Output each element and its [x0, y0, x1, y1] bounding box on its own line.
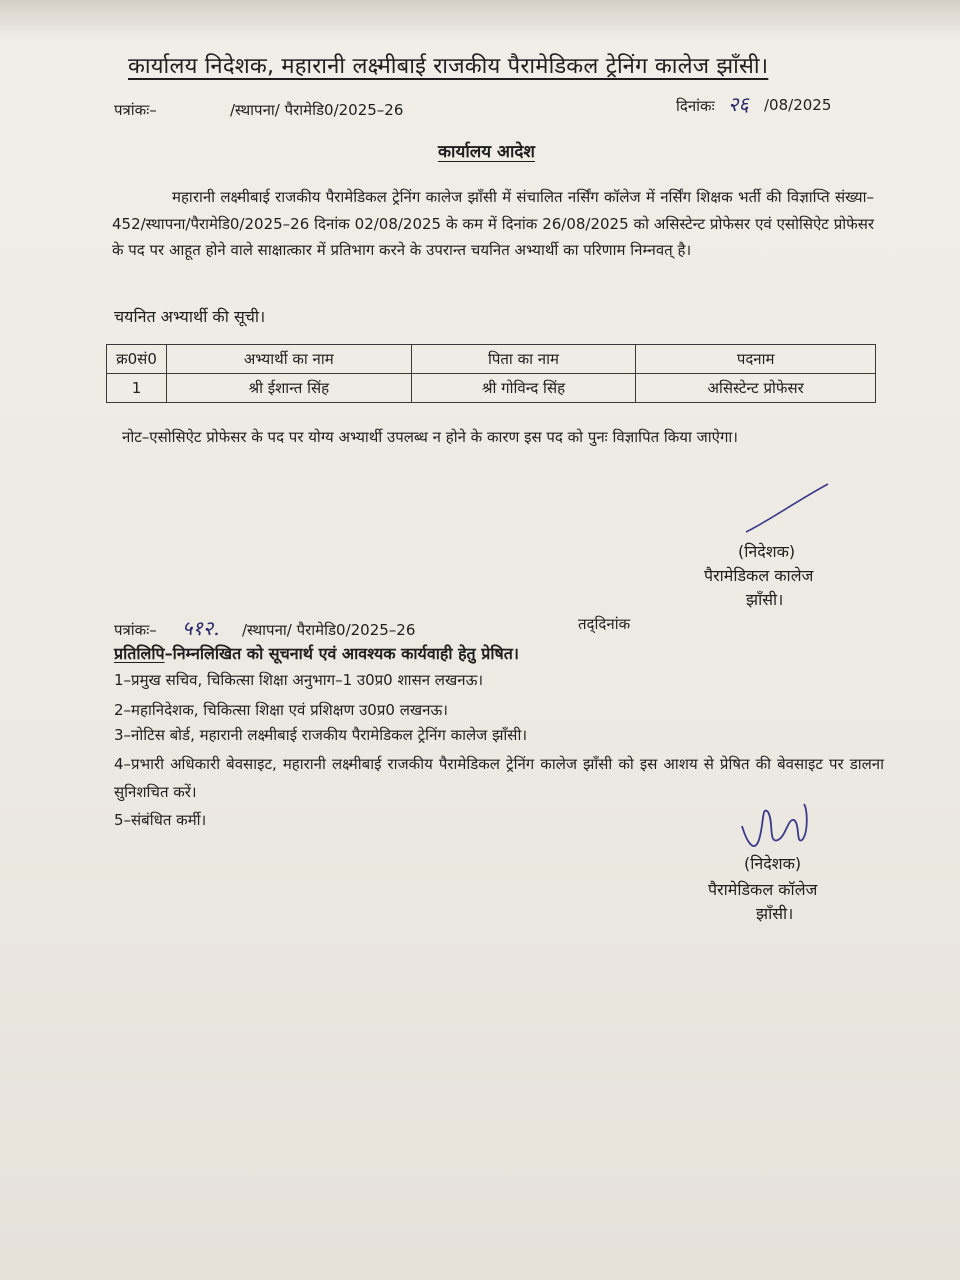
ref-label: पत्रांकः– [114, 101, 157, 119]
office-title: कार्यालय निदेशक, महारानी लक्ष्मीबाई राजकीय पैरामेडिकल ट्रेनिंग कालेज झाँसी। [128, 54, 769, 79]
copy-item: 2–महानिदेशक, चिकित्सा शिक्षा एवं प्रशिक्षण उ0प्र0 लखनऊ। [114, 701, 448, 719]
signatory-city-2: झाँसी। [756, 904, 794, 923]
copy-title-rest: –निम्नलिखित को सूचनार्थ एवं आवश्यक कार्यवाही हेतु प्रेषित। [164, 644, 519, 663]
order-note: नोट–एसोसिऐट प्रोफेसर के पद पर योग्य अभ्यार्थी उपलब्ध न होने के कारण इस पद को पुनः विज्ञापित किया जाऐगा। [122, 428, 738, 446]
column-header: क्र0सं0 [107, 345, 167, 374]
table-row [107, 374, 876, 403]
signature-stroke-1 [740, 480, 840, 540]
selected-list-title: चयनित अभ्यार्थी की सूची। [114, 307, 266, 326]
copy-title-underlined: प्रतिलिपि [114, 644, 165, 663]
signatory-office-2: पैरामेडिकल कॉलेज [708, 880, 818, 899]
table-header-row [107, 345, 876, 374]
selected-candidates-table [106, 344, 876, 403]
table-cell: श्री गोविन्द सिंह [411, 374, 636, 403]
order-heading: कार्यालय आदेश [438, 142, 535, 162]
date-handwritten: २६ [728, 92, 749, 116]
copy-item: 3–नोटिस बोर्ड, महारानी लक्ष्मीबाई राजकीय पैरामेडिकल ट्रेनिंग कालेज झाँसी। [114, 726, 528, 744]
copy-title [114, 642, 519, 664]
copy-item: 4–प्रभारी अधिकारी बेवसाइट, महारानी लक्ष्मीबाई राजकीय पैरामेडिकल ट्रेनिंग कालेज झाँसी को इस आशय से प्रेषित की बेवसाइट पर डालना सुनिशचित करें। [114, 755, 884, 801]
table-cell: 1 [107, 374, 167, 403]
copy-ref-number: ५१२. [182, 616, 220, 640]
signature-stroke-2 [738, 800, 818, 860]
signatory-title-2: (निदेशक) [744, 854, 802, 873]
column-header: पिता का नाम [411, 345, 636, 374]
signatory-title-1: (निदेशक) [738, 542, 796, 561]
ref-text: /स्थापना/ पैरामेडि0/2025–26 [230, 101, 404, 119]
copy-item: 5–संबंधित कर्मी। [114, 811, 207, 829]
copy-date: तद्‌दिनांक [578, 615, 631, 633]
column-header: पदनाम [636, 345, 876, 374]
order-paragraph: महारानी लक्ष्मीबाई राजकीय पैरामेडिकल ट्रेनिंग कालेज झाँसी में संचालित नर्सिंग कॉलेज में नर्सिंग शिक्षक भर्ती की विज्ञाप्ति संख्या–452/स्थापना/पैरामेडि0/2025–26 दिनांक 02/08/2025 के कम में दिनांक 26/08/2025 को असिस्टेन्ट प्रोफेसर एवं एसोसिऐट प्रोफेसर के पद पर आहूत होने वाले साक्षात्कार में प्रतिभाग करने के उपरान्त चयनित अभ्यार्थी का परिणाम निम्नवत् है। [112, 188, 874, 259]
copy-ref-label: पत्रांकः– [114, 621, 157, 639]
column-header: अभ्यार्थी का नाम [166, 345, 411, 374]
table-cell: असिस्टेन्ट प्रोफेसर [636, 374, 876, 403]
date-label: दिनांकः [676, 97, 715, 115]
signatory-city-1: झाँसी। [746, 590, 784, 609]
signatory-office-1: पैरामेडिकल कालेज [704, 566, 814, 585]
date-rest: /08/2025 [764, 96, 832, 114]
copy-ref-text: /स्थापना/ पैरामेडि0/2025–26 [242, 621, 416, 639]
table-cell: श्री ईशान्त सिंह [166, 374, 411, 403]
copy-item: 1–प्रमुख सचिव, चिकित्सा शिक्षा अनुभाग–1 उ0प्र0 शासन लखनऊ। [114, 671, 484, 689]
